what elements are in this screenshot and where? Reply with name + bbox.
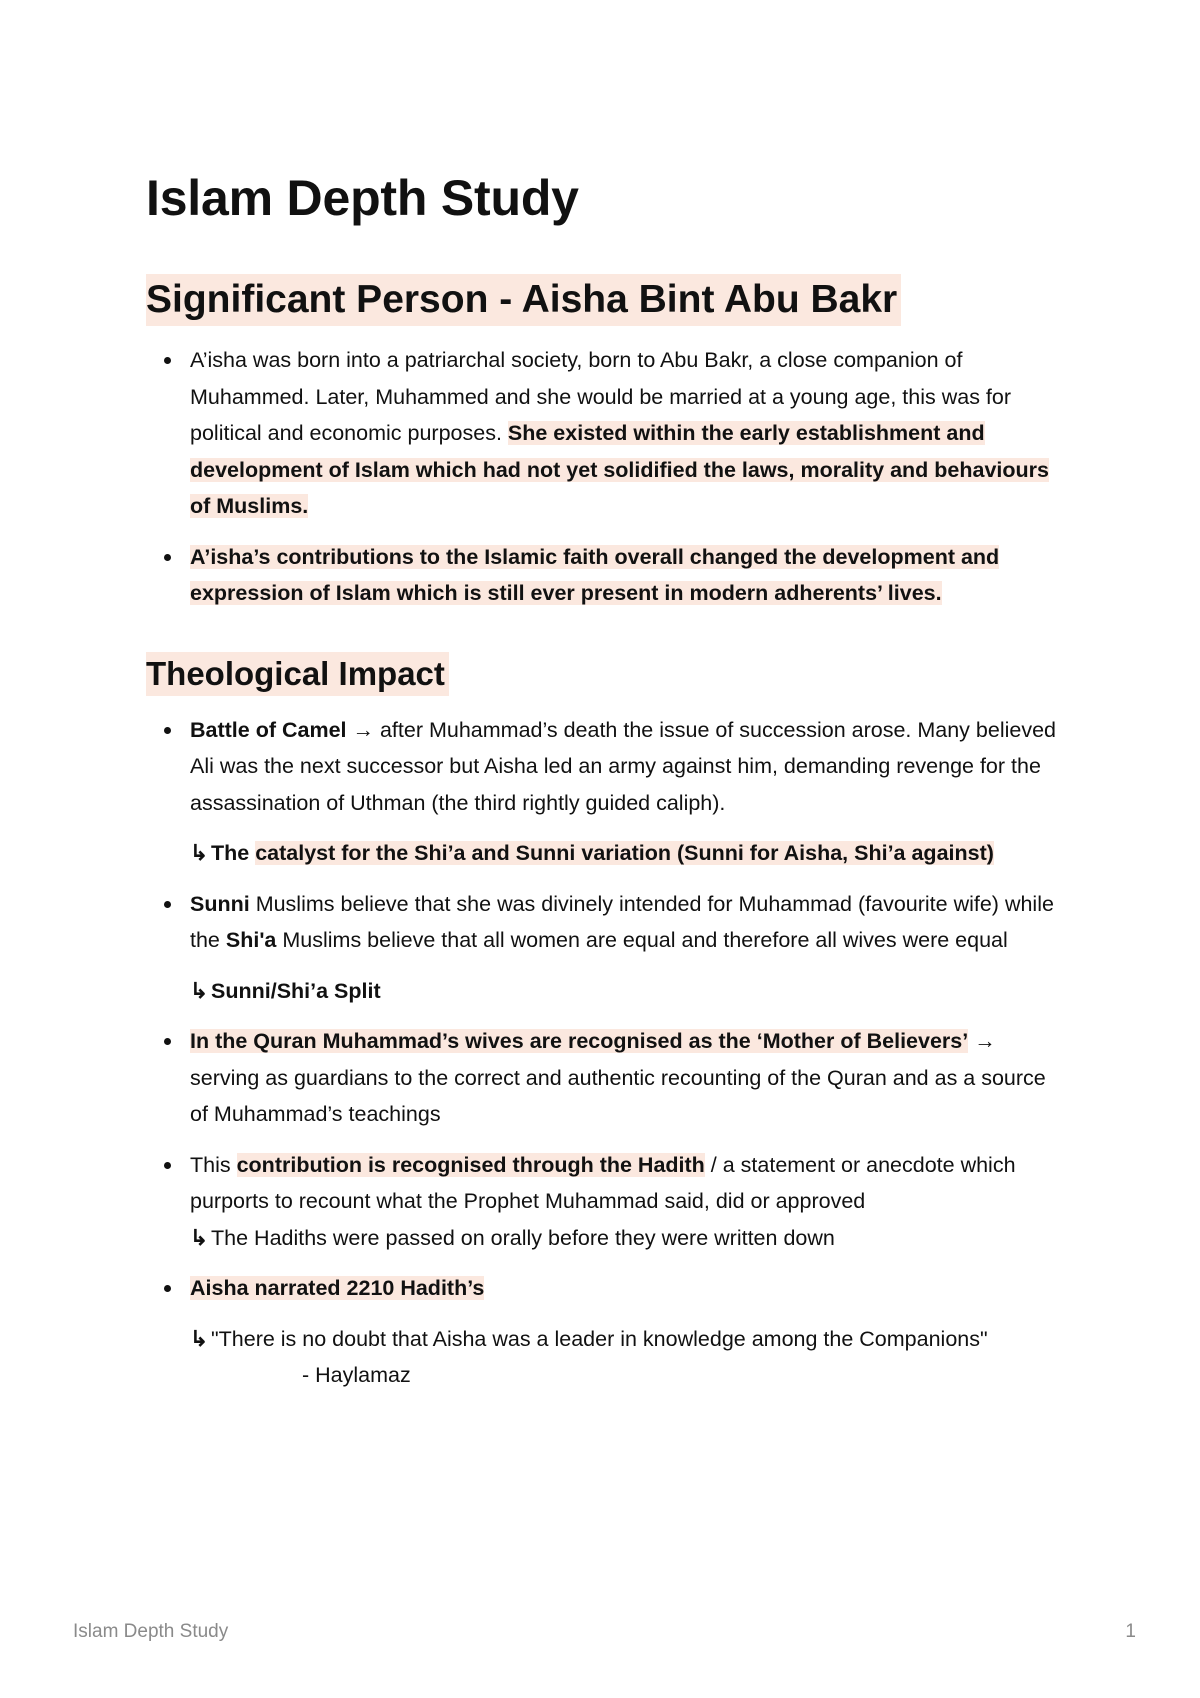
page-number: 1: [1125, 1621, 1136, 1642]
item-text: This: [190, 1152, 237, 1177]
sub-highlight: catalyst for the Shi’a and Sunni variation (Sunni for Aisha, Shi’a against): [255, 841, 994, 865]
sub-text: The Hadiths were passed on orally before they were written down: [211, 1225, 835, 1250]
section-heading-significant-person: Significant Person - Aisha Bint Abu Bakr: [146, 274, 901, 326]
item-text: A’isha was born into a patriarchal society, born to Abu Bakr, a close companion of Muhammed. Later, Muhammed and she would be married at a young age, this was for political and economic purposes.: [190, 348, 1012, 445]
list-item: [146, 1023, 1066, 1133]
sub-arrow-icon: ↳: [190, 841, 209, 865]
item-text: serving as guardians to the correct and authentic recounting of the Quran and as a source of Muhammad’s teachings: [190, 1065, 1046, 1126]
item-text: after Muhammad’s death the issue of succession arose. Many believed Ali was the next successor but Aisha led an army against him, demanding revenge for the assassination of Uthman (the third rightly guided caliph).: [190, 717, 1056, 815]
item-highlight: In the Quran Muhammad’s wives are recognised as the ‘Mother of Believers’: [190, 1029, 969, 1053]
document-title: Islam Depth Study: [146, 170, 579, 226]
section-heading-theological-impact: Theological Impact: [146, 652, 449, 696]
list-item: [146, 539, 1066, 612]
sub-text: Sunni/Shi’a Split: [211, 978, 381, 1003]
right-arrow-icon: →: [968, 1029, 996, 1053]
sub-arrow-icon: ↳: [190, 1326, 209, 1351]
item-bold: Battle of Camel: [190, 717, 347, 742]
sub-text: The: [211, 841, 256, 865]
item-text: / a statement or anecdote which purports to recount what the Prophet Muhammad said, did or approved: [190, 1152, 1016, 1213]
item-highlight: contribution is recognised through the Hadith: [236, 1152, 705, 1177]
section-theological-impact: [146, 652, 1066, 1394]
item-bold: Shi'a: [225, 928, 277, 952]
list-item: [146, 1270, 1066, 1394]
item-highlight: She existed within the early establishment and development of Islam which had not yet solidified the laws, morality and behaviours of Muslims.: [190, 421, 1049, 518]
document-page: [146, 168, 1066, 1408]
sub-arrow-icon: ↳: [190, 978, 209, 1003]
significant-person-list: [146, 342, 1066, 612]
right-arrow-icon: →: [346, 717, 380, 742]
item-text: Muslims believe that she was divinely intended for Muhammad (favourite wife) while the: [190, 891, 1054, 952]
item-highlight: Aisha narrated 2210 Hadith’s: [190, 1276, 485, 1300]
list-item: [146, 342, 1066, 525]
footer-title: Islam Depth Study: [73, 1621, 229, 1642]
list-item: [146, 712, 1066, 872]
item-text: Muslims believe that all women are equal and therefore all wives were equal: [276, 928, 1008, 952]
quote-attribution: - Haylamaz: [302, 1363, 411, 1387]
quote-text: "There is no doubt that Aisha was a leader in knowledge among the Companions": [211, 1326, 988, 1351]
sub-arrow-icon: ↳: [190, 1225, 209, 1250]
item-highlight: A’isha’s contributions to the Islamic faith overall changed the development and expression of Islam which is still ever present in modern adherents’ lives.: [190, 544, 1000, 605]
theological-impact-list: [146, 712, 1066, 1394]
list-item: [146, 1147, 1066, 1257]
list-item: [146, 886, 1066, 1010]
item-bold: Sunni: [190, 891, 250, 916]
